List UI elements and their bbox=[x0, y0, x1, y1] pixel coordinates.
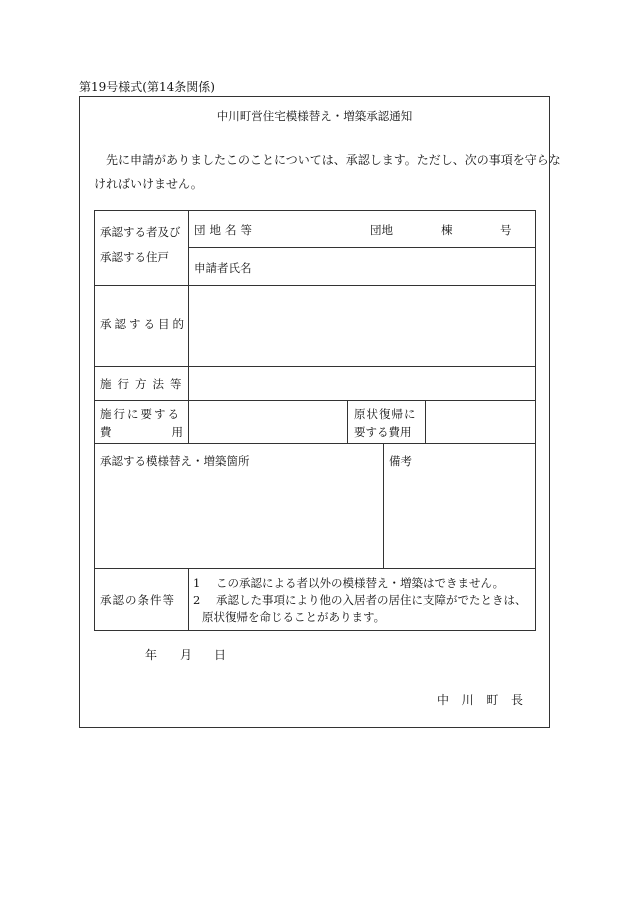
cost-char-1: 費 bbox=[100, 425, 112, 439]
condition-1-text: この承認による者以外の模様替え・増築はできません。 bbox=[215, 576, 505, 590]
condition-2 bbox=[193, 592, 526, 608]
condition-1 bbox=[193, 575, 504, 591]
label-remarks: 備考 bbox=[389, 454, 412, 468]
label-cost-1: 施行に要する bbox=[100, 407, 181, 421]
condition-2-continued: 原状復帰を命じることがあります。 bbox=[202, 610, 386, 624]
label-danchi: 団地 bbox=[370, 223, 393, 237]
label-danchi-name bbox=[194, 222, 256, 238]
label-approve-person-1: 承認する者及び bbox=[100, 225, 181, 239]
condition-2-number: 2 bbox=[193, 593, 201, 607]
condition-2-text: 承認した事項により他の入居者の居住に支障がでたときは、 bbox=[215, 593, 527, 607]
signature-char-3: 町 bbox=[486, 693, 499, 707]
condition-1-number: 1 bbox=[193, 576, 201, 590]
label-purpose: 承認する目的 bbox=[100, 317, 187, 331]
label-location: 承認する模様替え・増築箇所 bbox=[100, 454, 250, 468]
date-year: 年 bbox=[145, 648, 158, 662]
form-number-label: 第19号様式(第14条関係) bbox=[79, 80, 215, 94]
document-title: 中川町営住宅模様替え・増築承認通知 bbox=[216, 109, 413, 123]
label-gou: 号 bbox=[500, 223, 512, 237]
intro-line-2: ければいけません。 bbox=[94, 177, 203, 191]
label-tou: 棟 bbox=[441, 223, 453, 237]
label-method: 施行方法等 bbox=[100, 377, 188, 391]
label-restore-2: 要する費用 bbox=[354, 425, 412, 439]
label-cost-2 bbox=[100, 424, 183, 440]
date-day: 日 bbox=[214, 648, 227, 662]
signature-char-4: 長 bbox=[510, 693, 523, 707]
signature-char-1: 中 bbox=[437, 693, 450, 707]
date-month: 月 bbox=[180, 648, 193, 662]
signature-char-2: 川 bbox=[461, 693, 474, 707]
mayor-signature bbox=[437, 691, 523, 708]
label-restore-1: 原状復帰に bbox=[354, 407, 417, 421]
intro-line-1: 先に申請がありましたこのことについては、承認します。ただし、次の事項を守らな bbox=[106, 153, 561, 167]
label-approve-person-2: 承認する住戸 bbox=[100, 250, 169, 264]
label-conditions: 承認の条件等 bbox=[100, 593, 175, 607]
cost-char-2: 用 bbox=[171, 425, 183, 439]
danchi-name-text: 団地名等 bbox=[194, 223, 256, 237]
label-applicant-name: 申請者氏名 bbox=[194, 261, 252, 275]
